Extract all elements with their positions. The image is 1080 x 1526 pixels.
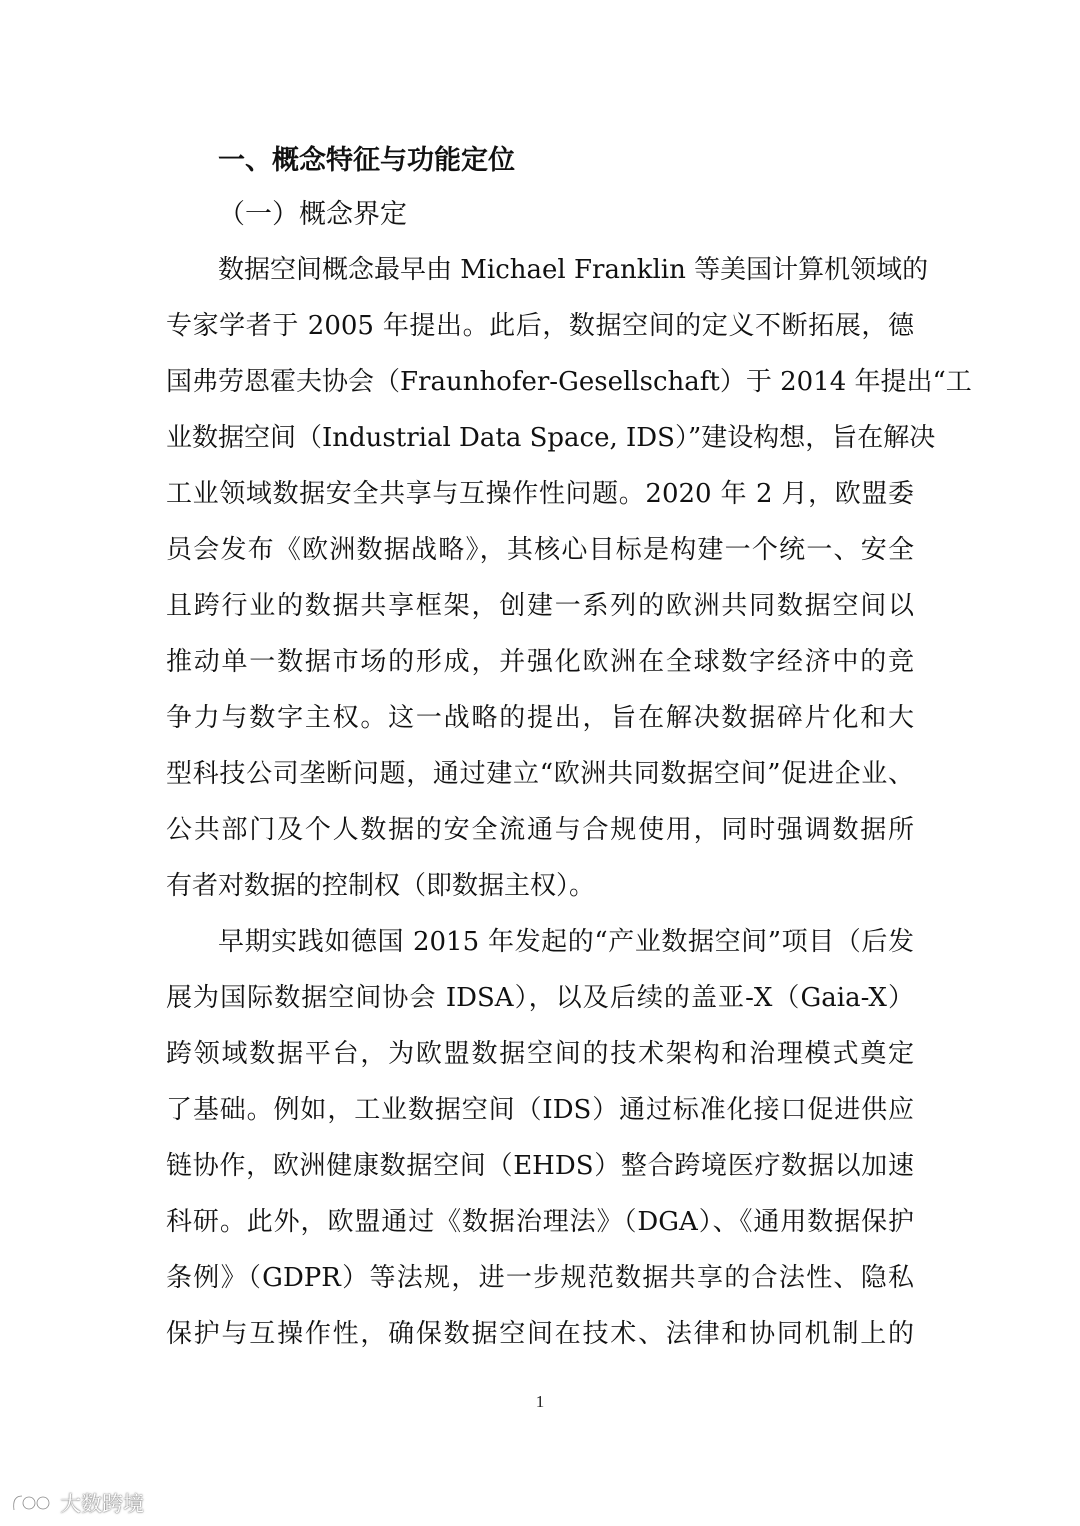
watermark bbox=[10, 1488, 160, 1518]
text-line: 业数据空间（Industrial Data Space, IDS）”建设构想，旨在解决 bbox=[166, 423, 936, 453]
text-line: 数据空间概念最早由 Michael Franklin 等美国计算机领域的 bbox=[218, 255, 929, 285]
page-number: 1 bbox=[535, 1392, 545, 1411]
text-line: 专家学者于 2005 年提出。此后，数据空间的定义不断拓展，德 bbox=[166, 311, 914, 341]
text-line: 早期实践如德国 2015 年发起的“产业数据空间”项目（后发 bbox=[218, 927, 914, 957]
text-line: 型科技公司垄断问题，通过建立“欧洲共同数据空间”促进企业、 bbox=[166, 759, 914, 789]
text-line: 跨领域数据平台，为欧盟数据空间的技术架构和治理模式奠定 bbox=[166, 1039, 914, 1069]
text-line: 员会发布《欧洲数据战略》，其核心目标是构建一个统一、安全 bbox=[166, 535, 914, 565]
text-line: 推动单一数据市场的形成，并强化欧洲在全球数字经济中的竞 bbox=[166, 647, 914, 677]
watermark-text: 大数跨境 bbox=[60, 1492, 144, 1516]
text-line: 有者对数据的控制权（即数据主权）。 bbox=[166, 871, 596, 901]
text-line: 国弗劳恩霍夫协会（Fraunhofer-Gesellschaft）于 2014 年提出“工 bbox=[166, 367, 972, 397]
text-line: 条例》（GDPR）等法规，进一步规范数据共享的合法性、隐私 bbox=[166, 1263, 914, 1293]
text-line: 公共部门及个人数据的安全流通与合规使用，同时强调数据所 bbox=[166, 815, 914, 845]
text-line: 工业领域数据安全共享与互操作性问题。2020 年 2 月，欧盟委 bbox=[166, 479, 914, 509]
subsection-heading: （一）概念界定 bbox=[218, 199, 407, 230]
text-line: 科研。此外，欧盟通过《数据治理法》（DGA）、《通用数据保护 bbox=[166, 1207, 914, 1237]
watermark-logo-icon bbox=[10, 1490, 56, 1516]
text-line: 展为国际数据空间协会 IDSA），以及后续的盖亚-X（Gaia-X） bbox=[166, 983, 914, 1013]
text-line: 链协作，欧洲健康数据空间（EHDS）整合跨境医疗数据以加速 bbox=[166, 1151, 914, 1181]
text-line: 争力与数字主权。这一战略的提出，旨在解决数据碎片化和大 bbox=[166, 703, 914, 733]
text-line: 且跨行业的数据共享框架，创建一系列的欧洲共同数据空间以 bbox=[166, 591, 914, 621]
text-line: 保护与互操作性，确保数据空间在技术、法律和协同机制上的 bbox=[166, 1319, 914, 1349]
section-heading: 一、概念特征与功能定位 bbox=[218, 145, 515, 176]
text-line: 了基础。例如，工业数据空间（IDS）通过标准化接口促进供应 bbox=[166, 1095, 914, 1125]
